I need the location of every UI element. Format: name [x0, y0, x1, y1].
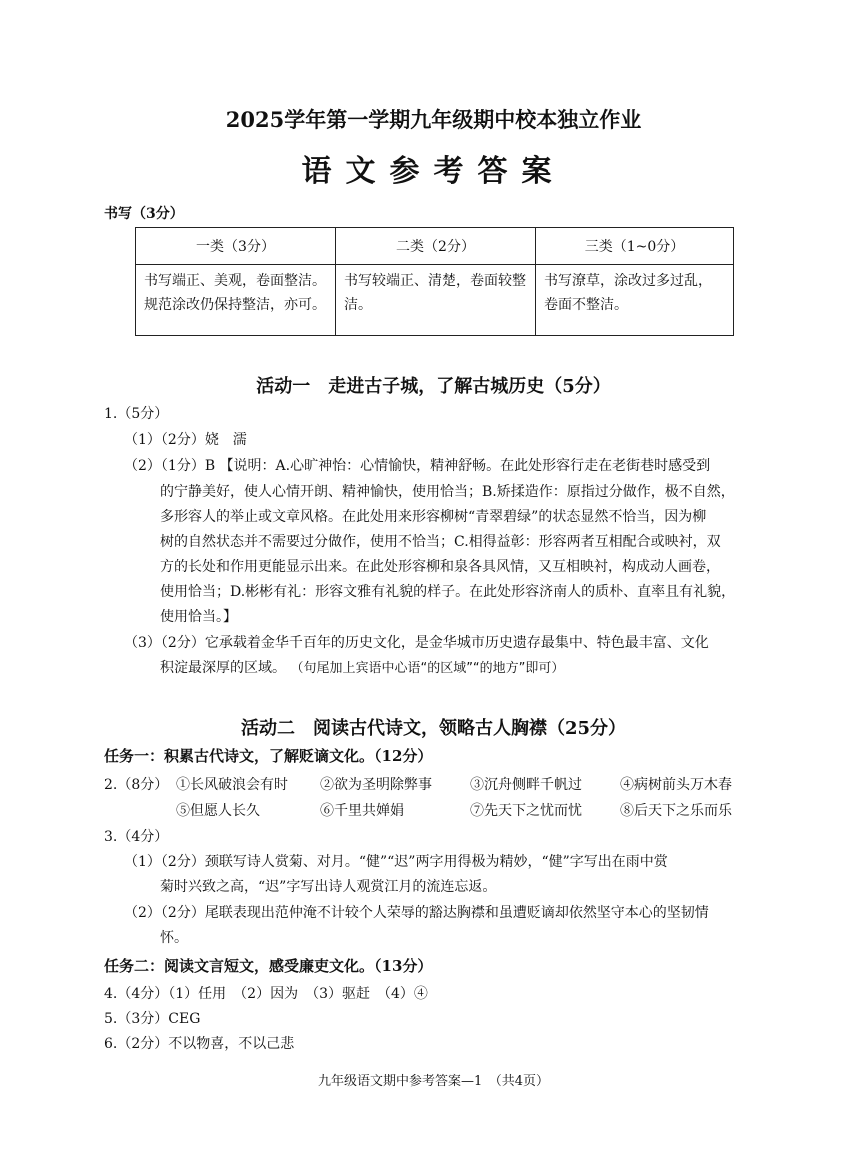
list-item: ⑤但愿人长久: [176, 803, 260, 819]
list-item: ①长风破浪会有时: [176, 777, 288, 793]
table-header-row: [136, 228, 734, 265]
list-item: ⑧后天下之乐而乐: [620, 803, 732, 819]
q1-3-note: （句尾加上宾语中心语“的区域”“的地方”即可）: [290, 661, 565, 676]
list-item: ②欲为圣明除弊事: [320, 777, 432, 793]
q1-1-answer: （1）（2分）娆 濡: [124, 432, 247, 448]
q1-2-line: （2）（1分）B 【说明：A.心旷神怡：心情愉快，精神舒畅。在此处形容行走在老街巷时感受到: [124, 458, 711, 474]
list-item: ⑦先天下之忧而忧: [470, 803, 582, 819]
writing-label: 书写（3分）: [104, 206, 184, 222]
task2-heading: 任务二：阅读文言短文，感受廉吏文化。（13分）: [104, 957, 433, 975]
q3-1-line: （1）（2分）颈联写诗人赏菊、对月。“健”“迟”两字用得极为精妙，“健”字写出在雨中赏: [124, 854, 668, 870]
q1-2-line: 的宁静美好，使人心情开朗、精神愉快，使用恰当；B.矫揉造作：原指过分做作，极不自然，: [160, 484, 735, 500]
task1-heading: 任务一：积累古代诗文，了解贬谪文化。（12分）: [104, 747, 433, 765]
q1-2-line: 使用恰当；D.彬彬有礼：形容文雅有礼貌的样子。在此处形容济南人的质朴、直率且有礼貌，: [160, 584, 736, 600]
q4-answer: 4.（4分）（1）任用 （2）因为 （3）驱赶 （4）④: [104, 986, 428, 1002]
page-title: 2025学年第一学期九年级期中校本独立作业: [225, 107, 642, 132]
q1-2-line: 方的长处和作用更能显示出来。在此处形容柳和泉各具风情，又互相映衬，构成动人画卷，: [160, 559, 720, 575]
writing-score-table: [135, 227, 734, 336]
table-header-cell: 三类（1~0分）: [536, 228, 734, 265]
q6-answer: 6.（2分）不以物喜，不以己悲: [104, 1036, 295, 1052]
list-item: ④病树前头万木春: [620, 777, 732, 793]
q3-2-line: 怀。: [160, 930, 188, 946]
q5-answer: 5.（3分）CEG: [104, 1011, 201, 1027]
page-footer: 九年级语文期中参考答案—1 （共4页）: [317, 1074, 550, 1089]
q3-label: 3.（4分）: [104, 829, 169, 845]
page-subtitle: 语文参考答案: [301, 154, 566, 189]
table-cell: 书写较端正、清楚，卷面较整洁。: [336, 265, 536, 336]
activity2-title: 活动二 阅读古代诗文，领略古人胸襟（25分）: [240, 718, 627, 739]
q1-2-line: 树的自然状态并不需要过分做作，使用不恰当；C.相得益彰：形容两者互相配合或映衬，双: [160, 534, 721, 550]
q3-1-line: 菊时兴致之高，“迟”字写出诗人观赏江月的流连忘返。: [160, 879, 497, 895]
table-header-cell: 一类（3分）: [136, 228, 336, 265]
q3-2-line: （2）（2分）尾联表现出范仲淹不计较个人荣辱的豁达胸襟和虽遭贬谪却依然坚守本心的坚韧情: [124, 905, 709, 921]
q1-3-line: （3）（2分）它承载着金华千百年的历史文化，是金华城市历史遗存最集中、特色最丰富、文化: [124, 635, 709, 651]
q1-3-line: [160, 656, 564, 681]
q1-3-answer: 积淀最深厚的区域。: [160, 660, 286, 676]
table-cell: 书写潦草，涂改过多过乱，卷面不整洁。: [536, 265, 734, 336]
table-row: [136, 265, 734, 336]
q1-2-line: 使用恰当。】: [160, 609, 237, 625]
list-item: ⑥千里共婵娟: [320, 803, 404, 819]
list-item: ③沉舟侧畔千帆过: [470, 777, 582, 793]
table-cell: 书写端正、美观，卷面整洁。规范涂改仍保持整洁，亦可。: [136, 265, 336, 336]
q1-2-line: 多形容人的举止或文章风格。在此处用来形容柳树“青翠碧绿”的状态显然不恰当，因为柳: [160, 509, 707, 525]
q1-label: 1.（5分）: [104, 406, 169, 422]
table-header-cell: 二类（2分）: [336, 228, 536, 265]
q2-label: 2.（8分）: [104, 777, 169, 793]
activity1-title: 活动一 走进古子城，了解古城历史（5分）: [256, 376, 611, 397]
